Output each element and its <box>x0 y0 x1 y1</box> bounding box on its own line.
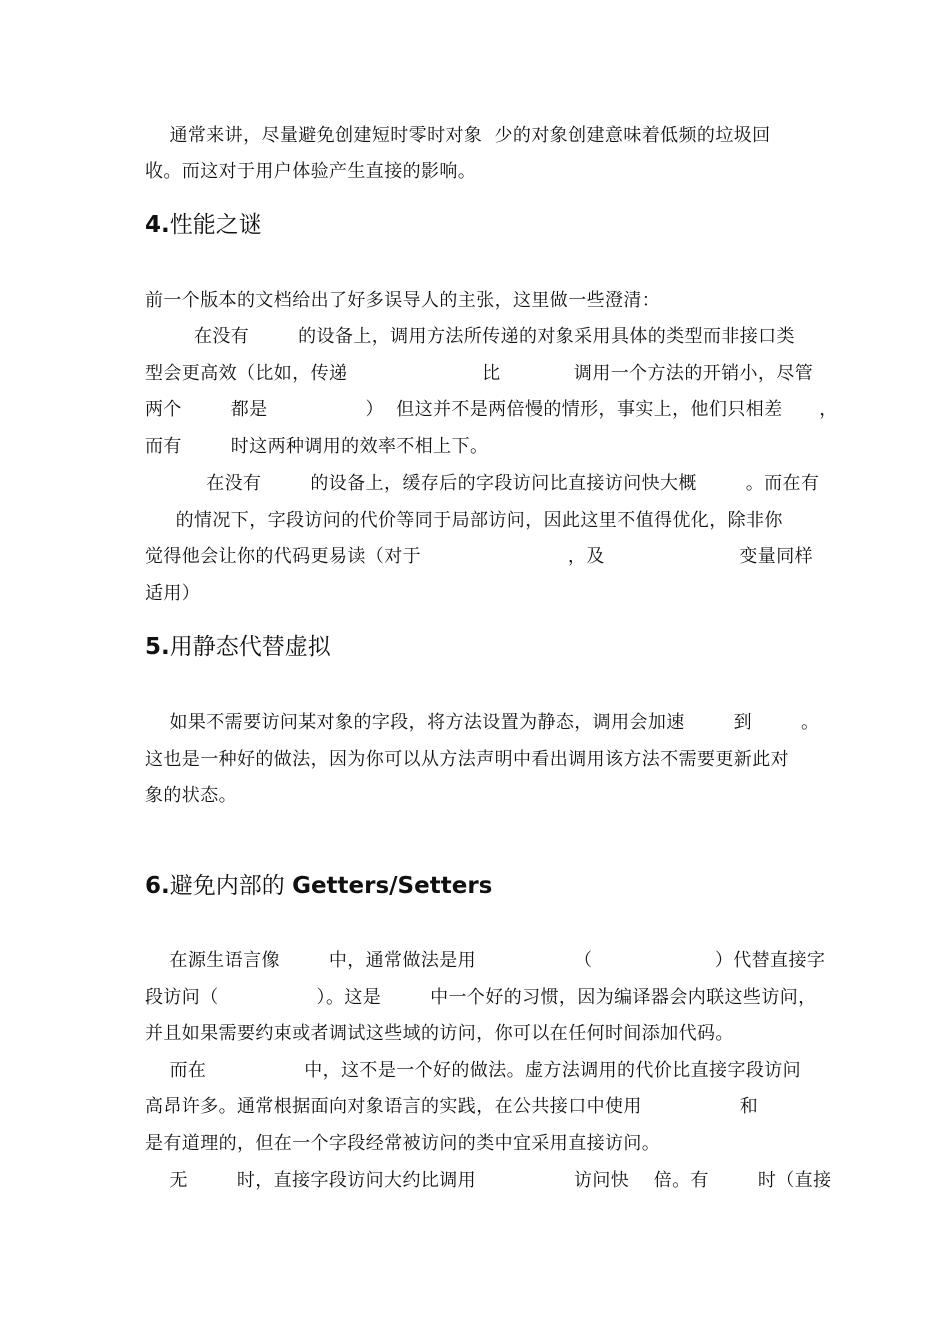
heading-number: 6. <box>145 873 170 899</box>
section-heading-4 <box>145 211 262 239</box>
section-heading-6 <box>145 872 492 900</box>
paragraph-line: 型会更高效（比如，传递 比 调用一个方法的开销小，尽管 <box>145 363 814 384</box>
paragraph-line: 而有 时这两种调用的效率不相上下。 <box>145 436 489 457</box>
paragraph-line: 这也是一种好的做法，因为你可以从方法声明中看出调用该方法不需要更新此对 <box>145 749 789 770</box>
paragraph-line: 并且如果需要约束或者调试这些域的访问，你可以在任何时间添加代码。 <box>145 1023 734 1044</box>
paragraph-line: 的情况下，字段访问的代价等同于局部访问，因此这里不值得优化，除非你 <box>145 510 783 531</box>
paragraph-line: 无 时，直接字段访问大约比调用 访问快 倍。有 时（直接 <box>145 1170 832 1191</box>
paragraph-line: 段访问（ ）。这是 中一个好的习惯，因为编译器会内联这些访问， <box>145 987 817 1008</box>
section-heading-5 <box>145 633 331 661</box>
heading-bold-term: Getters/Setters <box>292 873 493 899</box>
heading-number: 5. <box>145 634 170 660</box>
paragraph-line: 觉得他会让你的代码更易读（对于 ，及 变量同样 <box>145 546 813 567</box>
paragraph-line: 象的状态。 <box>145 785 237 806</box>
paragraph-line: 在没有 的设备上，调用方法所传递的对象采用具体的类型而非接口类 <box>145 326 795 347</box>
paragraph-line: 通常来讲，尽量避免创建短时零时对象 少的对象创建意味着低频的垃圾回 <box>145 125 771 146</box>
paragraph-line: 两个 都是 ） 但这并不是两倍慢的情形，事实上，他们只相差 ， <box>145 399 838 420</box>
heading-text: 避免内部的 <box>169 873 293 899</box>
paragraph-line: 在源生语言像 中，通常做法是用 （ ）代替直接字 <box>145 950 826 971</box>
paragraph-line: 在没有 的设备上，缓存后的字段访问比直接访问快大概 。而在有 <box>145 473 820 494</box>
paragraph-line: 高昂许多。通常根据面向对象语言的实践，在公共接口中使用 和 <box>145 1096 759 1117</box>
heading-number: 4. <box>145 212 170 238</box>
heading-text: 用静态代替虚拟 <box>169 634 331 660</box>
heading-text: 性能之谜 <box>169 212 262 238</box>
paragraph-line: 而在 中，这不是一个好的做法。虚方法调用的代价比直接字段访问 <box>145 1060 802 1081</box>
paragraph-line: 前一个版本的文档给出了好多误导人的主张，这里做一些澄清： <box>145 290 661 311</box>
paragraph-line: 如果不需要访问某对象的字段，将方法设置为静态，调用会加速 到 。 <box>145 712 820 733</box>
paragraph-line: 是有道理的，但在一个字段经常被访问的类中宜采用直接访问。 <box>145 1133 661 1154</box>
paragraph-line: 适用） <box>145 583 201 604</box>
paragraph-line: 收。而这对于用户体验产生直接的影响。 <box>145 161 477 182</box>
